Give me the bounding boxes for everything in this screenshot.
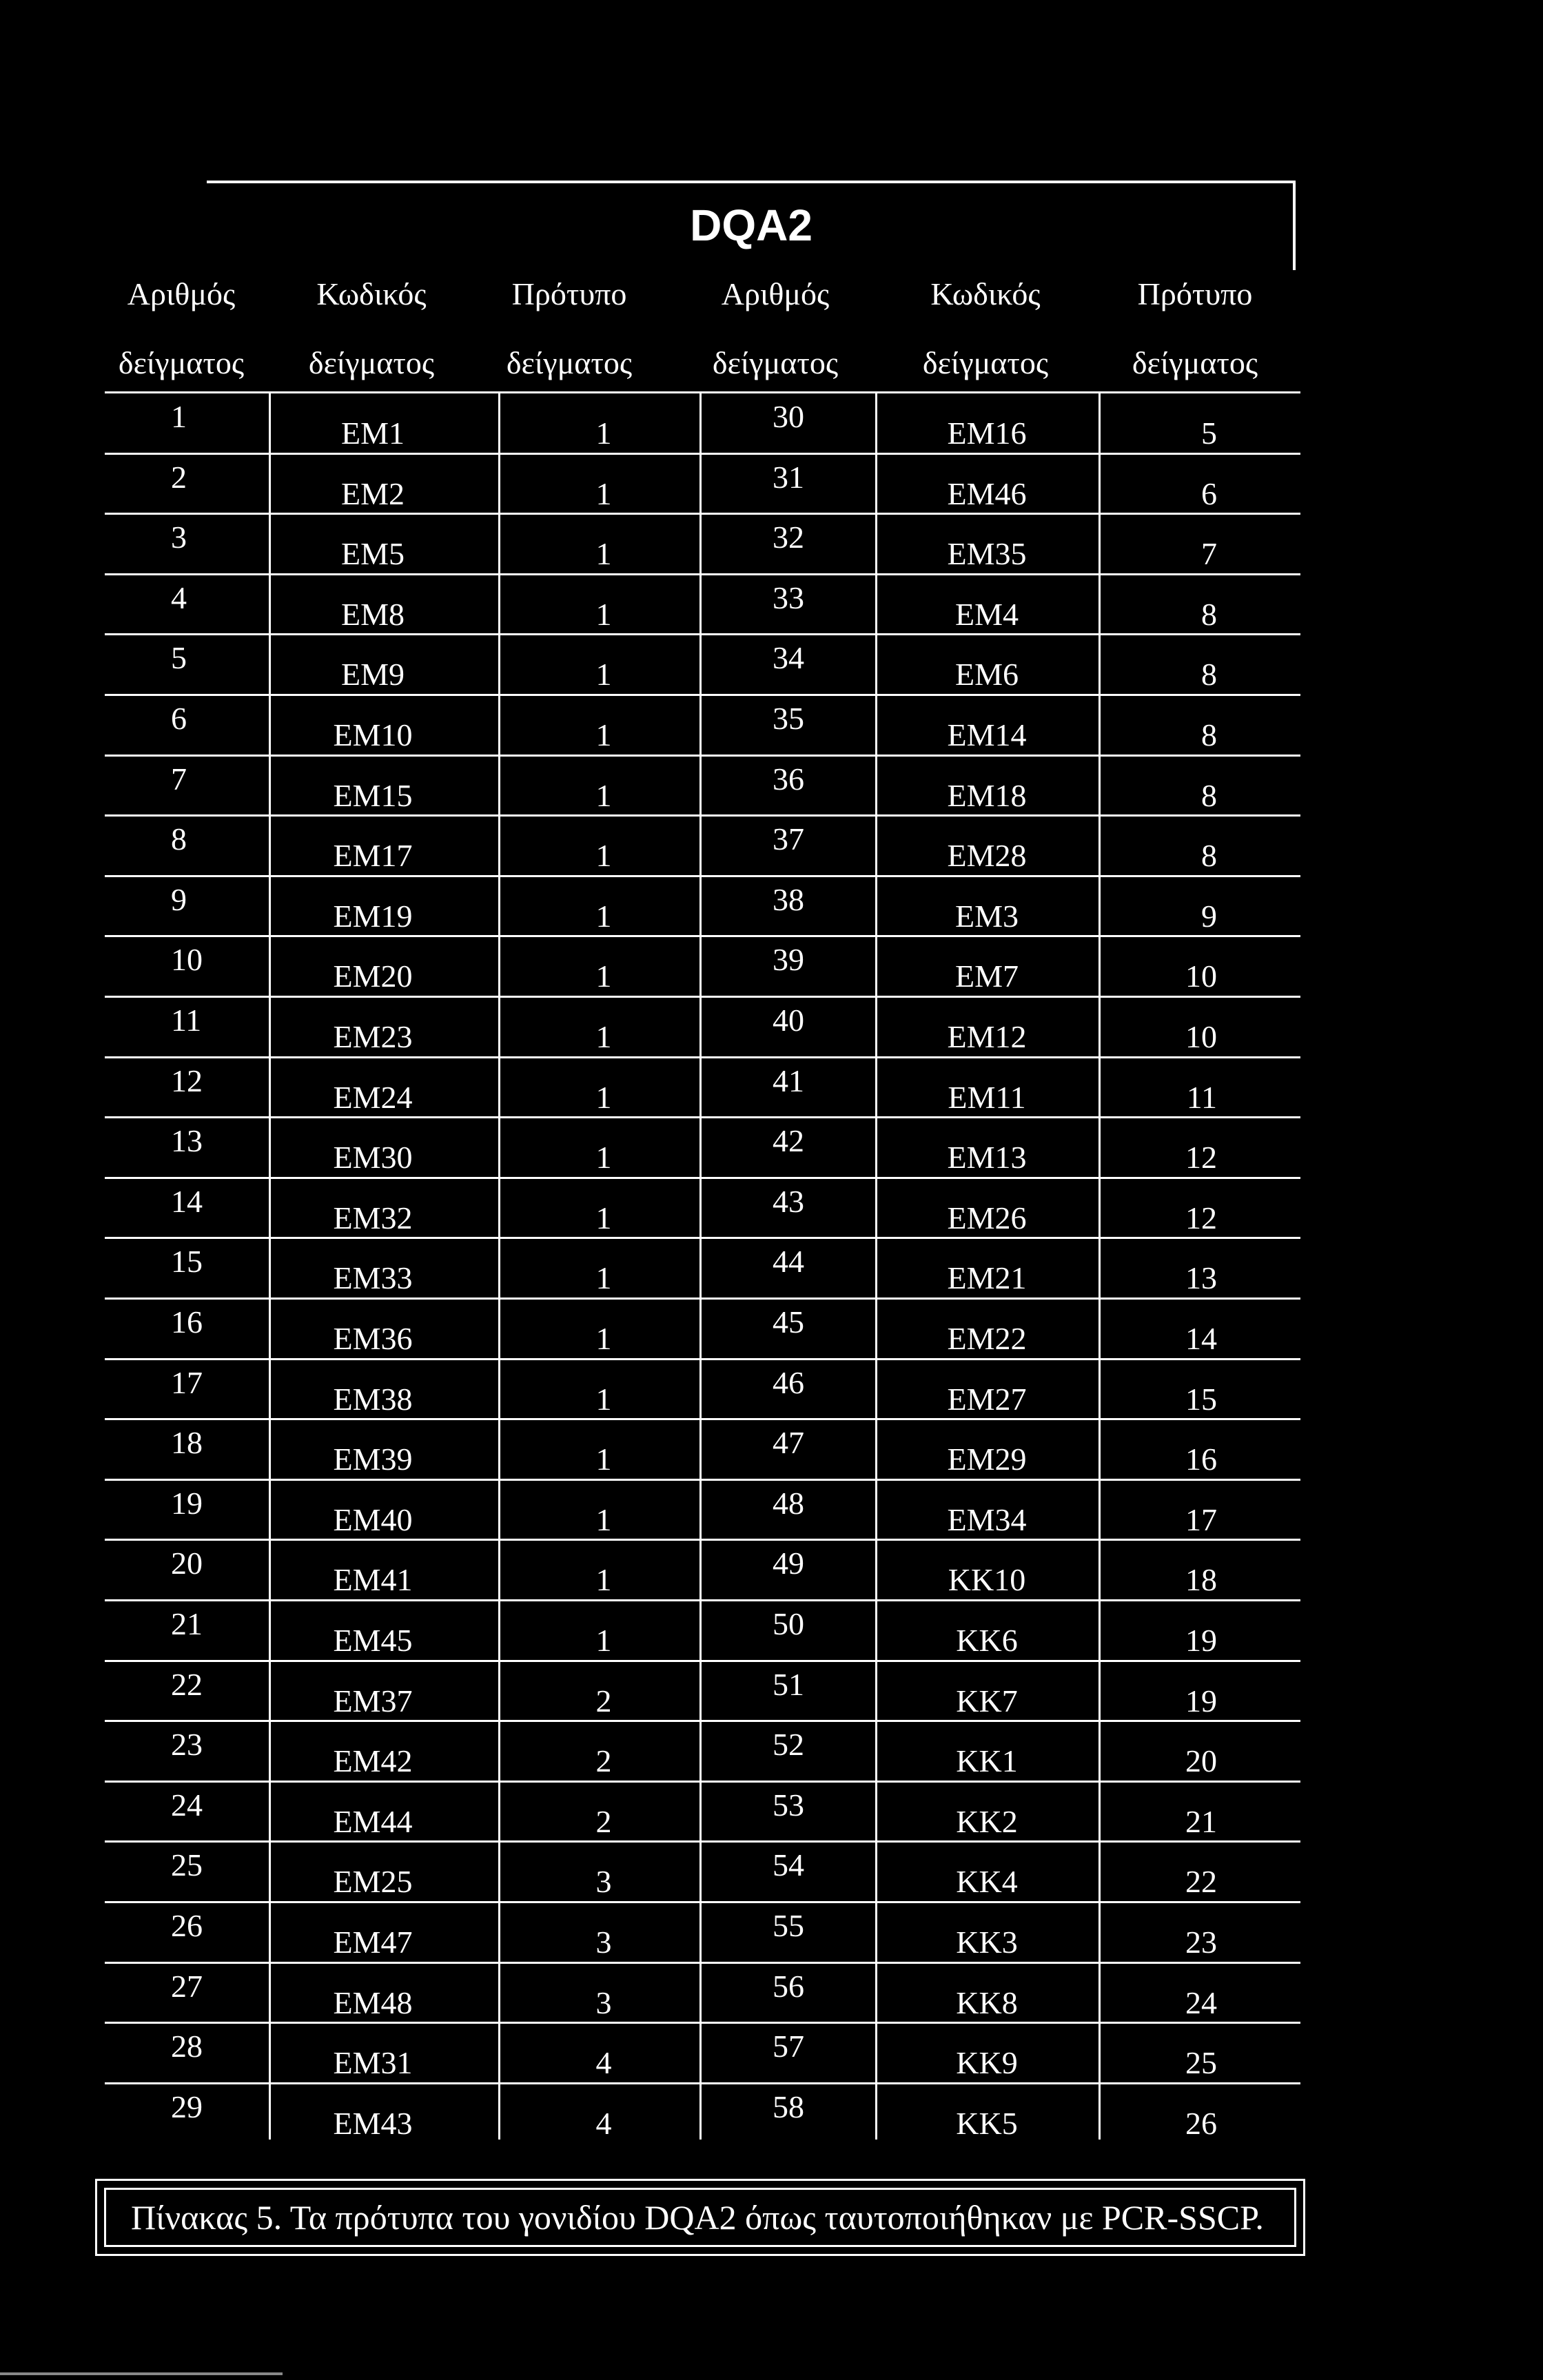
cell-sample-number: 9 [171,881,187,917]
cell-sample-code: EM13 [947,1140,1027,1176]
cell-sample-code: KK2 [956,1803,1018,1839]
cell-sample-code: KK3 [956,1925,1018,1960]
row-divider [105,694,1300,696]
cell-sample-code: EM7 [955,958,1019,994]
cell-sample-number: 55 [773,1908,804,1943]
header-sample-number-right [682,270,868,387]
table-caption: Πίνακας 5. Τα πρότυπα του γονιδίου DQA2 όπως ταυτοποιήθηκαν με PCR-SSCP. [104,2188,1296,2247]
row-divider [105,935,1300,937]
cell-sample-number: 22 [171,1666,203,1702]
cell-sample-number: 13 [171,1123,203,1159]
cell-pattern: 19 [1185,1683,1217,1719]
row-divider [105,1539,1300,1541]
row-divider [105,1660,1300,1662]
cell-sample-number: 23 [171,1727,203,1763]
cell-pattern: 1 [595,1200,612,1235]
header-line: Αριθμός [721,276,830,311]
cell-pattern: 9 [1201,898,1217,934]
cell-sample-code: EM1 [341,416,405,451]
cell-pattern: 24 [1185,1984,1217,2020]
cell-sample-number: 56 [773,1968,804,2004]
row-divider [105,1418,1300,1420]
cell-sample-code: EM5 [341,536,405,572]
cell-sample-code: EM36 [333,1321,413,1356]
cell-sample-code: KK5 [956,2105,1018,2141]
caption-frame [95,2179,1305,2256]
cell-sample-code: EM17 [333,838,413,874]
cell-pattern: 19 [1185,1623,1217,1658]
cell-sample-code: EM30 [333,1140,413,1176]
row-divider [105,1781,1300,1783]
row-divider [105,1962,1300,1964]
cell-sample-code: EM32 [333,1200,413,1235]
cell-sample-number: 50 [773,1606,804,1641]
header-sample-number-left [92,270,271,387]
cell-sample-code: EM41 [333,1562,413,1598]
cell-sample-code: EM8 [341,596,405,632]
cell-pattern: 1 [595,1562,612,1598]
cell-pattern: 1 [595,657,612,693]
cell-sample-number: 21 [171,1606,203,1641]
cell-sample-number: 16 [171,1304,203,1340]
cell-sample-code: EM33 [333,1260,413,1296]
row-divider [105,513,1300,515]
cell-pattern: 12 [1185,1200,1217,1235]
cell-pattern: 8 [1201,717,1217,752]
cell-pattern: 1 [595,958,612,994]
cell-sample-number: 54 [773,1847,804,1883]
row-divider [105,1116,1300,1118]
cell-sample-number: 25 [171,1847,203,1883]
cell-pattern: 8 [1201,838,1217,874]
cell-sample-code: EM23 [333,1019,413,1054]
row-divider [105,1237,1300,1239]
cell-pattern: 8 [1201,596,1217,632]
cell-pattern: 1 [595,1381,612,1417]
cell-sample-number: 17 [171,1364,203,1400]
header-sample-code-left [268,270,475,387]
cell-sample-code: EM19 [333,898,413,934]
row-divider [105,1177,1300,1179]
row-divider [105,814,1300,817]
cell-sample-code: EM4 [955,596,1019,632]
cell-sample-code: EM16 [947,416,1027,451]
header-line: δείγματος [506,345,633,380]
row-divider [105,573,1300,575]
cell-pattern: 10 [1185,1019,1217,1054]
cell-sample-code: EM29 [947,1442,1027,1477]
cell-pattern: 11 [1186,1079,1217,1115]
cell-pattern: 15 [1185,1381,1217,1417]
cell-sample-number: 18 [171,1425,203,1461]
cell-sample-code: EM18 [947,777,1027,813]
cell-pattern: 21 [1185,1803,1217,1839]
cell-pattern: 1 [595,1442,612,1477]
cell-pattern: 3 [595,1925,612,1960]
cell-pattern: 1 [595,838,612,874]
row-divider [105,453,1300,455]
cell-sample-number: 44 [773,1244,804,1280]
header-line: Πρότυπο [1137,276,1253,311]
cell-pattern: 8 [1201,777,1217,813]
cell-sample-number: 53 [773,1787,804,1823]
cell-sample-number: 8 [171,821,187,857]
cell-sample-number: 27 [171,1968,203,2004]
cell-sample-code: EM39 [333,1442,413,1477]
cell-pattern: 1 [595,1140,612,1176]
cell-sample-number: 14 [171,1183,203,1219]
cell-sample-code: KK10 [948,1562,1026,1598]
cell-sample-number: 7 [171,761,187,797]
header-line: δείγματος [308,345,435,380]
cell-sample-number: 24 [171,1787,203,1823]
cell-sample-code: EM3 [955,898,1019,934]
cell-pattern: 2 [595,1683,612,1719]
cell-sample-code: EM26 [947,1200,1027,1235]
cell-pattern: 4 [595,2105,612,2141]
cell-sample-code: EM43 [333,2105,413,2141]
cell-pattern: 2 [595,1803,612,1839]
cell-pattern: 18 [1185,1562,1217,1598]
header-pattern-right [1105,270,1285,387]
header-line: δείγματος [118,345,245,380]
cell-pattern: 20 [1185,1743,1217,1779]
cell-sample-number: 58 [773,2089,804,2124]
cell-sample-number: 12 [171,1063,203,1098]
cell-sample-code: EM31 [333,2045,413,2081]
cell-sample-code: EM10 [333,717,413,752]
cell-pattern: 4 [595,2045,612,2081]
cell-sample-code: EM34 [947,1501,1027,1537]
cell-sample-number: 1 [171,399,187,434]
header-line: Κωδικός [930,276,1041,311]
cell-sample-number: 2 [171,459,187,495]
cell-pattern: 7 [1201,536,1217,572]
cell-sample-code: KK1 [956,1743,1018,1779]
cell-sample-code: EM15 [333,777,413,813]
cell-sample-code: EM40 [333,1501,413,1537]
row-divider [105,633,1300,635]
row-divider [105,2022,1300,2024]
cell-pattern: 1 [595,1321,612,1356]
cell-pattern: 1 [595,475,612,511]
cell-sample-number: 52 [773,1727,804,1763]
cell-sample-number: 6 [171,701,187,736]
cell-sample-code: KK6 [956,1623,1018,1658]
cell-sample-number: 37 [773,821,804,857]
cell-sample-code: EM2 [341,475,405,511]
cell-sample-code: EM42 [333,1743,413,1779]
header-bottom-rule [105,391,1300,393]
row-divider [105,1479,1300,1481]
cell-sample-number: 11 [171,1003,202,1038]
cell-sample-number: 30 [773,399,804,434]
cell-sample-code: EM21 [947,1260,1027,1296]
row-divider [105,875,1300,877]
cell-sample-number: 31 [773,459,804,495]
cell-sample-number: 51 [773,1666,804,1702]
cell-sample-code: EM37 [333,1683,413,1719]
cell-pattern: 13 [1185,1260,1217,1296]
cell-sample-number: 32 [773,520,804,555]
cell-sample-number: 4 [171,579,187,615]
row-divider [105,1720,1300,1722]
row-divider [105,1840,1300,1843]
cell-sample-number: 45 [773,1304,804,1340]
cell-pattern: 25 [1185,2045,1217,2081]
header-line: δείγματος [922,345,1049,380]
cell-sample-code: EM22 [947,1321,1027,1356]
cell-sample-number: 29 [171,2089,203,2124]
table-title: DQA2 [690,201,813,250]
cell-pattern: 26 [1185,2105,1217,2141]
cell-pattern: 1 [595,777,612,813]
cell-sample-number: 46 [773,1364,804,1400]
cell-sample-number: 42 [773,1123,804,1159]
cell-sample-number: 36 [773,761,804,797]
header-line: δείγματος [712,345,839,380]
header-line: Πρότυπο [511,276,627,311]
cell-pattern: 1 [595,1501,612,1537]
cell-pattern: 1 [595,1623,612,1658]
cell-pattern: 1 [595,536,612,572]
cell-sample-code: EM47 [333,1925,413,1960]
cell-pattern: 14 [1185,1321,1217,1356]
row-divider [105,1358,1300,1360]
row-divider [105,1599,1300,1601]
cell-pattern: 3 [595,1864,612,1900]
cell-sample-code: EM46 [947,475,1027,511]
cell-pattern: 12 [1185,1140,1217,1176]
cell-sample-code: EM12 [947,1019,1027,1054]
cell-sample-number: 40 [773,1003,804,1038]
cell-pattern: 1 [595,1019,612,1054]
cell-sample-number: 15 [171,1244,203,1280]
cell-sample-number: 57 [773,2029,804,2064]
row-divider [105,2082,1300,2084]
cell-pattern: 6 [1201,475,1217,511]
cell-sample-code: EM28 [947,838,1027,874]
cell-pattern: 23 [1185,1925,1217,1960]
cell-sample-code: EM20 [333,958,413,994]
cell-sample-number: 39 [773,942,804,978]
cell-pattern: 22 [1185,1864,1217,1900]
cell-pattern: 1 [595,416,612,451]
cell-sample-code: EM38 [333,1381,413,1417]
header-line: δείγματος [1132,345,1258,380]
row-divider [105,1056,1300,1058]
cell-sample-number: 26 [171,1908,203,1943]
cell-sample-number: 20 [171,1546,203,1581]
cell-sample-number: 28 [171,2029,203,2064]
cell-sample-code: EM25 [333,1864,413,1900]
cell-sample-code: KK7 [956,1683,1018,1719]
cell-sample-number: 3 [171,520,187,555]
cell-pattern: 8 [1201,657,1217,693]
cell-sample-number: 34 [773,640,804,676]
cell-pattern: 17 [1185,1501,1217,1537]
footer-rule [0,2372,283,2375]
cell-pattern: 1 [595,898,612,934]
row-divider [105,1297,1300,1300]
cell-pattern: 3 [595,1984,612,2020]
cell-sample-code: EM9 [341,657,405,693]
cell-sample-number: 38 [773,881,804,917]
cell-pattern: 1 [595,1260,612,1296]
cell-sample-code: EM11 [948,1079,1026,1115]
cell-sample-number: 10 [171,942,203,978]
cell-sample-code: EM45 [333,1623,413,1658]
header-line: Κωδικός [316,276,427,311]
cell-sample-number: 5 [171,640,187,676]
cell-sample-code: KK9 [956,2045,1018,2081]
cell-sample-code: EM27 [947,1381,1027,1417]
cell-sample-code: EM6 [955,657,1019,693]
cell-sample-code: EM14 [947,717,1027,752]
cell-sample-number: 41 [773,1063,804,1098]
row-divider [105,755,1300,757]
cell-sample-code: KK4 [956,1864,1018,1900]
cell-sample-code: EM24 [333,1079,413,1115]
cell-sample-number: 49 [773,1546,804,1581]
cell-sample-number: 47 [773,1425,804,1461]
cell-pattern: 10 [1185,958,1217,994]
cell-pattern: 16 [1185,1442,1217,1477]
cell-sample-number: 48 [773,1485,804,1521]
header-pattern-left [473,270,666,387]
cell-pattern: 2 [595,1743,612,1779]
cell-pattern: 1 [595,1079,612,1115]
cell-sample-code: KK8 [956,1984,1018,2020]
header-line: Αριθμός [127,276,236,311]
cell-sample-code: EM44 [333,1803,413,1839]
cell-sample-number: 35 [773,701,804,736]
cell-pattern: 5 [1201,416,1217,451]
row-divider [105,996,1300,998]
cell-sample-code: EM35 [947,536,1027,572]
cell-sample-number: 33 [773,579,804,615]
cell-sample-number: 43 [773,1183,804,1219]
cell-sample-code: EM48 [333,1984,413,2020]
cell-pattern: 1 [595,596,612,632]
cell-sample-number: 19 [171,1485,203,1521]
header-sample-code-right [882,270,1089,387]
row-divider [105,1901,1300,1903]
cell-pattern: 1 [595,717,612,752]
